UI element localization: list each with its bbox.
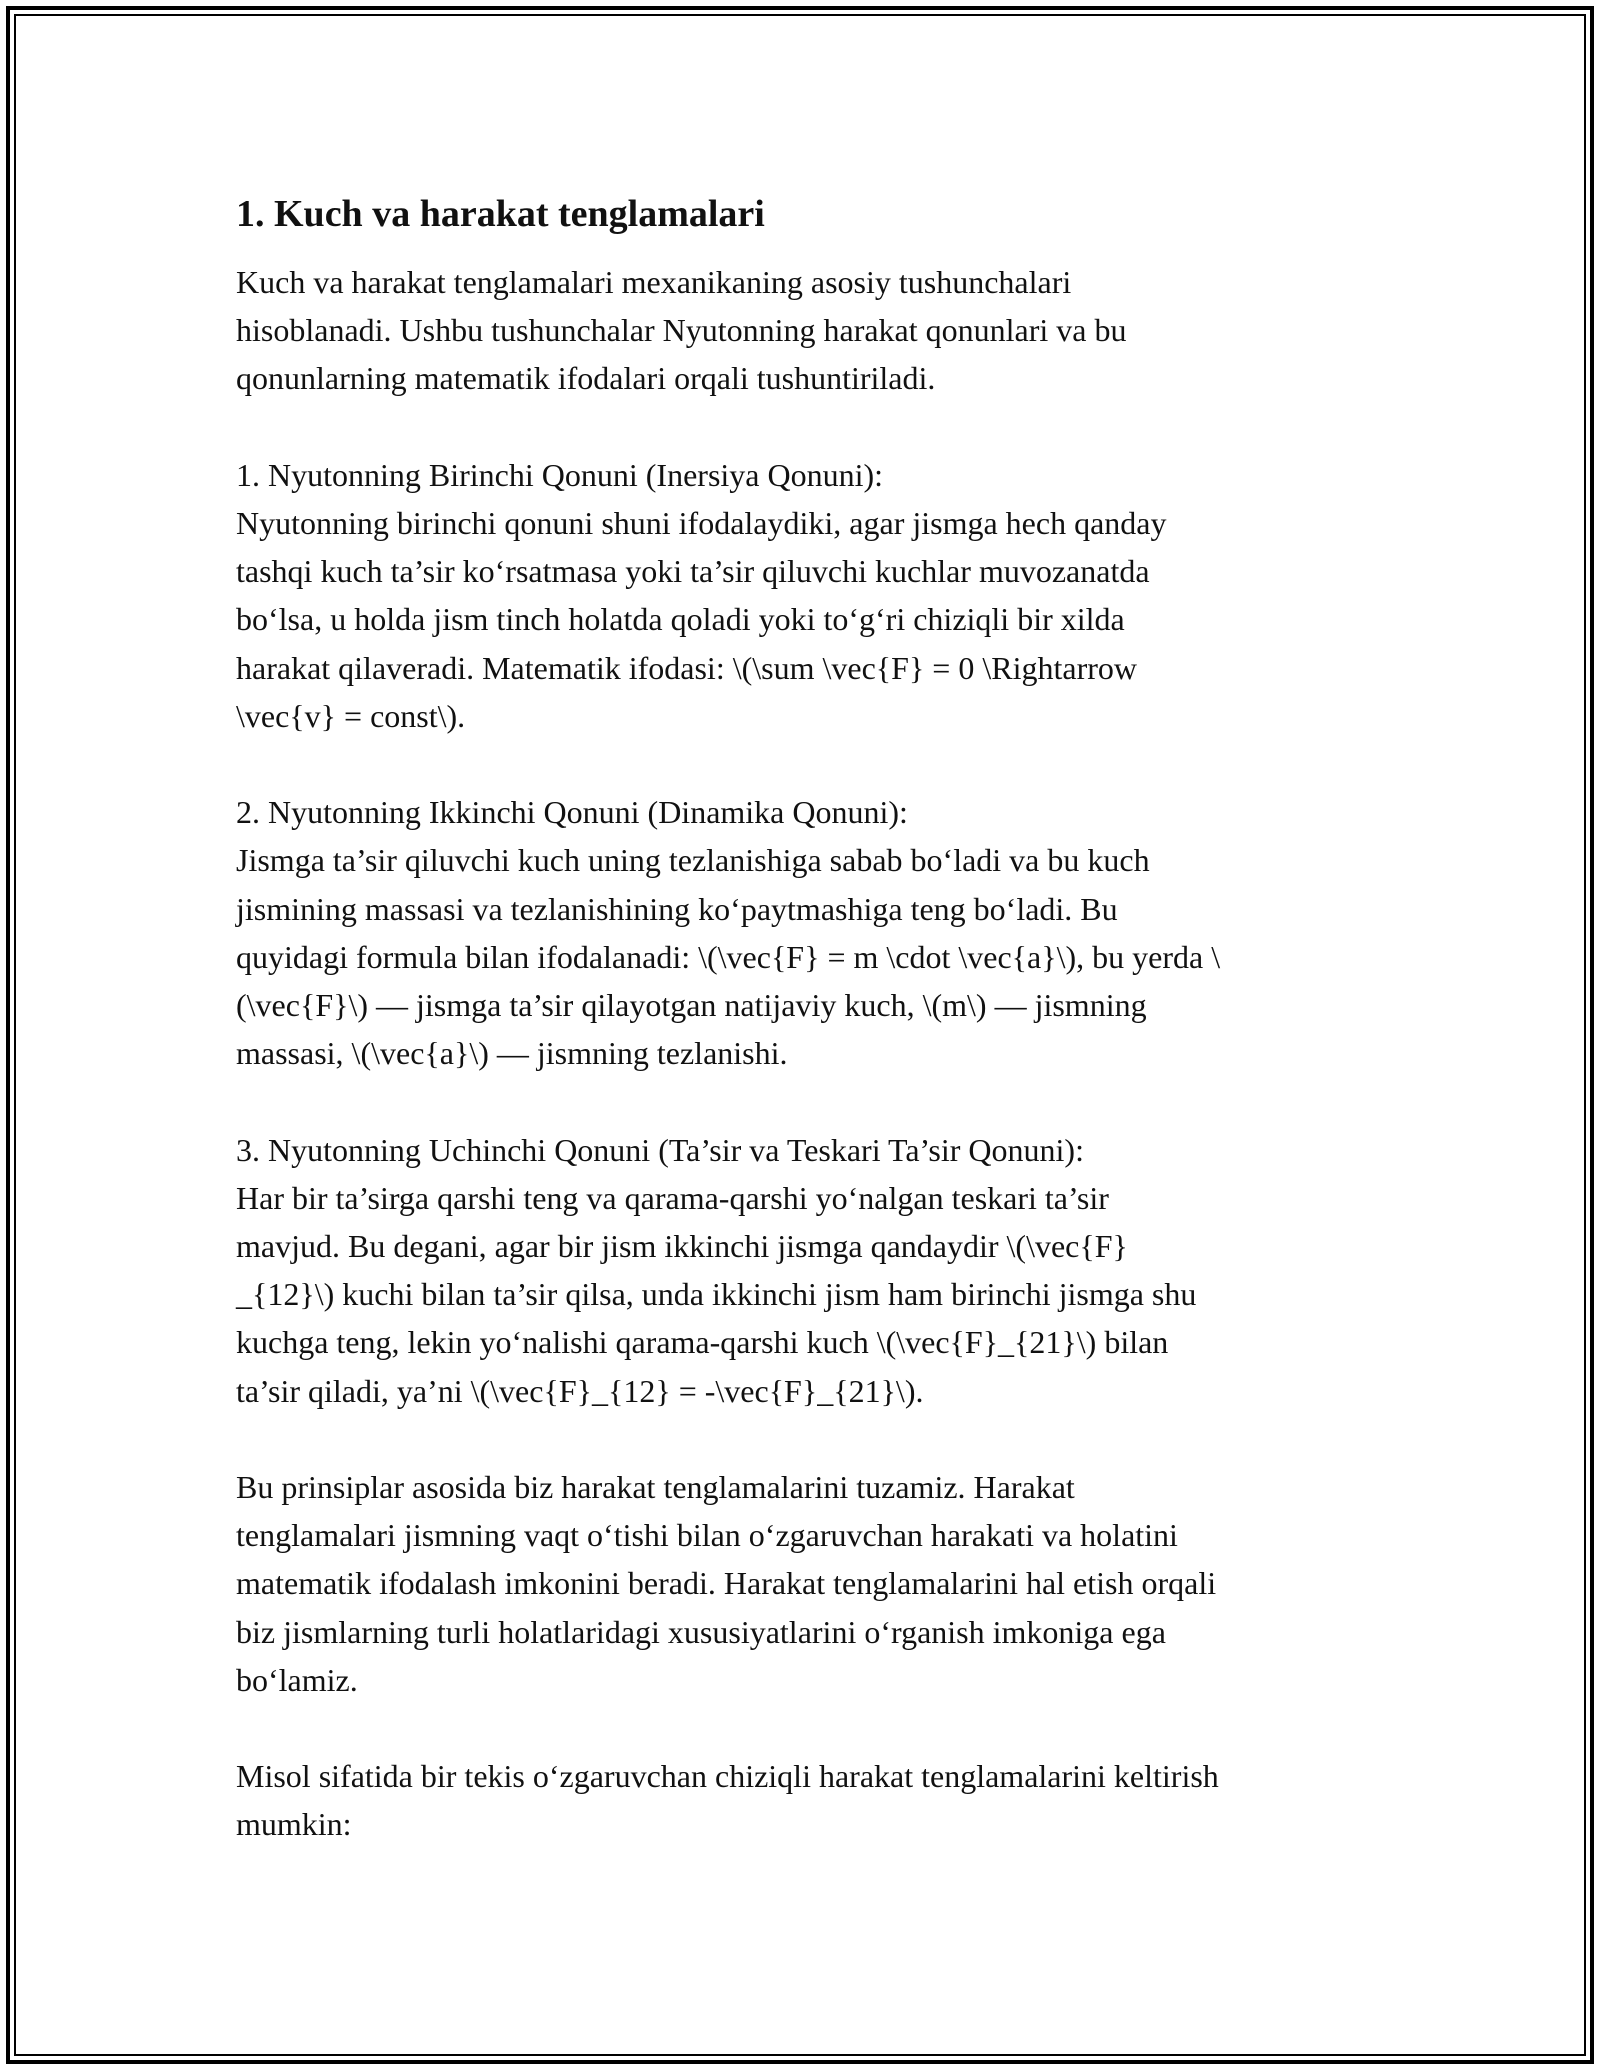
example-paragraph: Misol sifatida bir tekis oʻzgaruvchan chiziqli harakat tenglamalarini keltirish mumkin: xyxy=(236,1758,1219,1843)
first-law-paragraph: 1. Nyutonning Birinchi Qonuni (Inersiya Qonuni): Nyutonning birinchi qonuni shuni ifodalaydiki, agar jismga hech qanday tashqi kuch ta’sir koʻrsatmasa yoki ta’sir qiluvchi kuchlar muvozanatda boʻlsa, u holda jism tinch holatda qoladi yoki toʻgʻri chiziqli bir xilda harakat qilaveradi. Matematik ifodasi: \(\sum \vec{F} = 0 \Rightarrow \vec{v} = const\). xyxy=(236,456,1167,734)
summary-paragraph: Bu prinsiplar asosida biz harakat tenglamalarini tuzamiz. Harakat tenglamalari jismning vaqt oʻtishi bilan oʻzgaruvchan harakati va holatini matematik ifodalash imkonini beradi. Harakat tenglamalarini hal etish orqali biz jismlarning turli holatlaridagi xususiyatlarini oʻrganish imkoniga ega boʻlamiz. xyxy=(236,1469,1217,1698)
section-title: 1. Kuch va harakat tenglamalari xyxy=(236,193,765,235)
second-law-paragraph: 2. Nyutonning Ikkinchi Qonuni (Dinamika Qonuni): Jismga ta’sir qiluvchi kuch uning tezlanishiga sabab boʻladi va bu kuch jismining massasi va tezlanishining koʻpaytmashiga teng boʻladi. Bu quyidagi formula bilan ifodalanadi: \(\vec{F} = m \cdot \vec{a}\), bu yerda \ (\vec{F}\) — jismga ta’sir qilayotgan natijaviy kuch, \(m\) — jismning massasi, \(\vec{a}\) — jismning tezlanishi. xyxy=(236,794,1221,1072)
document-body xyxy=(236,188,1366,1897)
third-law-paragraph: 3. Nyutonning Uchinchi Qonuni (Ta’sir va Teskari Ta’sir Qonuni): Har bir ta’sirga qarshi teng va qarama-qarshi yoʻnalgan teskari ta’sir mavjud. Bu degani, agar bir jism ikkinchi jismga qandaydir \(\vec{F} _{12}\) kuchi bilan ta’sir qilsa, unda ikkinchi jism ham birinchi jismga shu kuchga teng, lekin yoʻnalishi qarama-qarshi kuch \(\vec{F}_{21}\) bilan ta’sir qiladi, ya’ni \(\vec{F}_{12} = -\vec{F}_{21}\). xyxy=(236,1131,1197,1409)
intro-paragraph: Kuch va harakat tenglamalari mexanikaning asosiy tushunchalari hisoblanadi. Ushbu tushunchalar Nyutonning harakat qonunlari va bu qonunlarning matematik ifodalari orqali tushuntiriladi. xyxy=(236,264,1127,397)
